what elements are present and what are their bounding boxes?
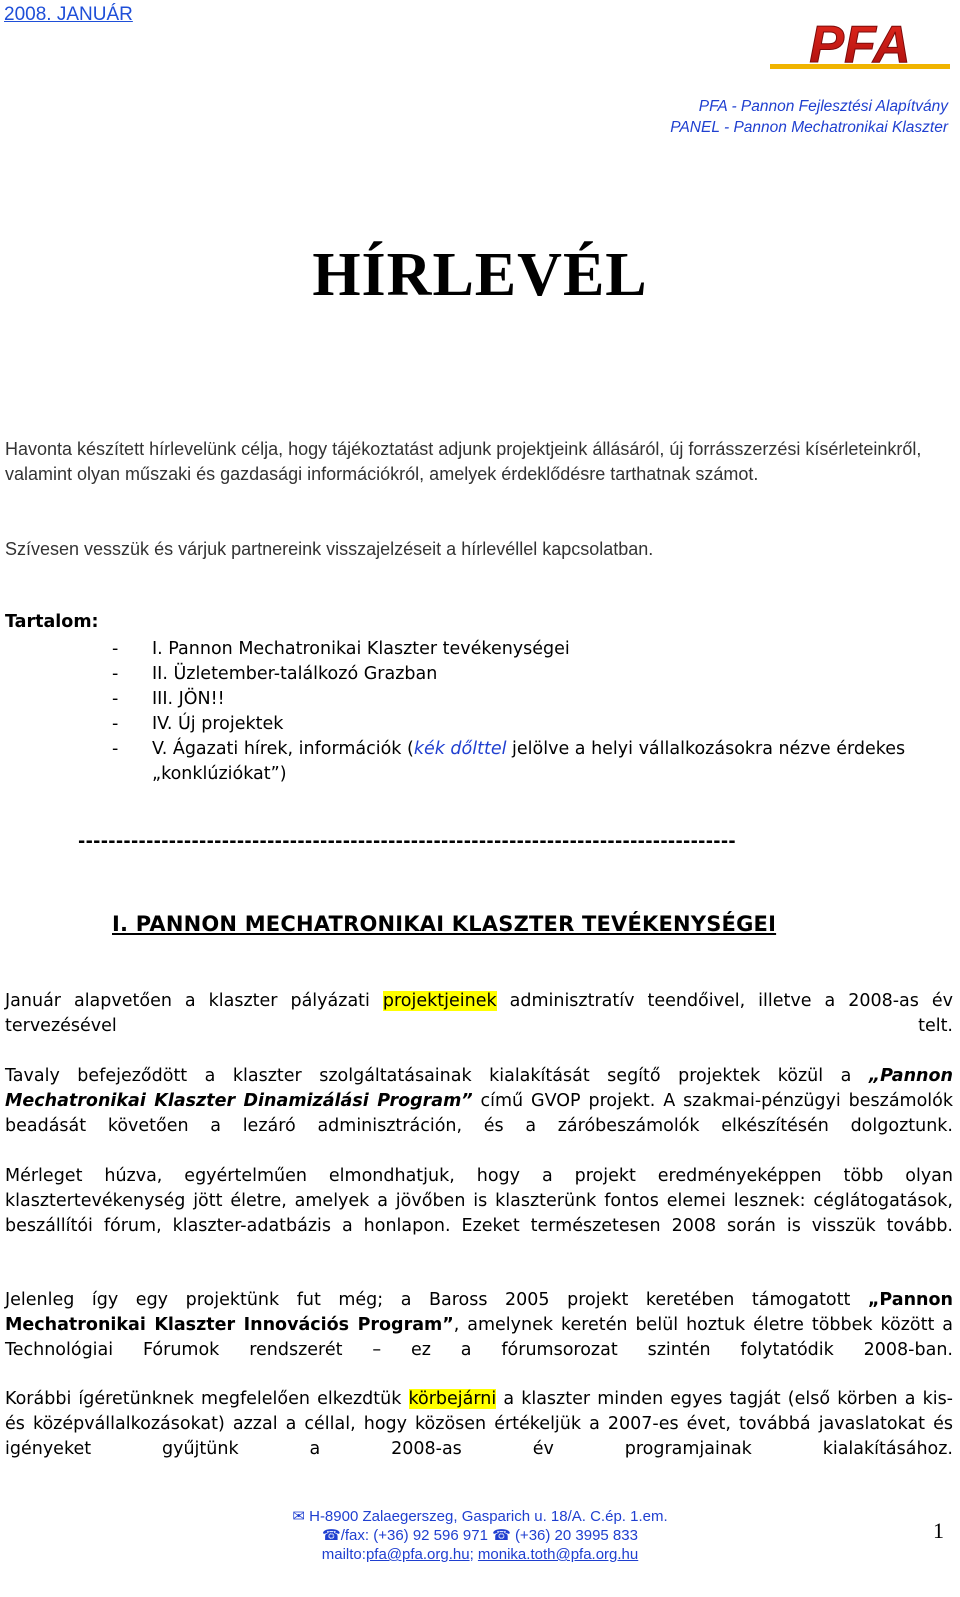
program-name: „Pannon Mechatronikai Klaszter Dinamizálási Program” (5, 1066, 953, 1111)
toc-list (112, 637, 952, 787)
email-link-monika[interactable]: monika.toth@pfa.org.hu (477, 1546, 639, 1563)
section-paragraph: Január alapvetően a klaszter pályázati projektjeinek adminisztratív teendőivel, illetve a 2008-as év tervezésével telt. (5, 991, 954, 1036)
logo-text: PFA (809, 16, 911, 74)
program-name: „Pannon Mechatronikai Klaszter Innovációs Program” (5, 1290, 953, 1335)
section-paragraph: Korábbi ígéretünknek megfelelően elkezdtük körbejárni a klaszter minden egyes tagját (első körben a kis- és középvállalkozásokat) azzal a céllal, hogy közösen értékeljük a 2007-es évet, továbbá javaslatokat és igényeket gyűjtünk a 2008-as év programjainak kialakításához. (5, 1389, 953, 1459)
org-line-pfa: PFA - Pannon Fejlesztési Alapítvány (698, 98, 948, 115)
toc-heading: Tartalom: (5, 612, 99, 632)
section-paragraph: Tavaly befejeződött a klaszter szolgáltatásainak kialakítását segítő projektek közül a „Pannon Mechatronikai Klaszter Dinamizálási Program” című GVOP projekt. A szakmai-pénzügyi beszámolók beadását követően a lezáró adminisztráción, és a záróbeszámolók elkészítésén dolgoztunk. (5, 1066, 953, 1136)
phone-icon: ☎ (322, 1527, 341, 1544)
toc-item: - V. Ágazati hírek, információk (kék dőlttel jelölve a helyi vállalkozásokra nézve érdekes „konklúziókat”) (112, 739, 906, 784)
section-title: I. PANNON MECHATRONIKAI KLASZTER TEVÉKENYSÉGEI (112, 912, 777, 936)
section-divider: --------------------------------------------------------------------------------------- (78, 832, 736, 852)
toc-item: - II. Üzletember-találkozó Grazban (112, 664, 438, 684)
page-title: HÍRLEVÉL (312, 241, 648, 309)
highlighted-text: körbejárni (408, 1389, 497, 1409)
intro-text: Havonta készített hírlevelünk célja, hogy tájékoztatást adjunk projektjeink állásáról, új forrásszerzési kísérleteinkről, valamint olyan műszaki és gazdasági információkról, amelyek érdeklődésre tarthatnak számot. (5, 439, 922, 484)
email-link-pfa[interactable]: pfa@pfa.org.hu (365, 1546, 470, 1563)
highlighted-text: projektjeinek (382, 991, 497, 1011)
footer-phone-line: ☎/fax: (+36) 92 596 971 ☎ (+36) 20 3995 833 (322, 1527, 638, 1544)
toc-item: - IV. Új projektek (112, 714, 284, 734)
footer (0, 1507, 960, 1564)
feedback-paragraph (5, 537, 953, 562)
organization-block (670, 96, 948, 138)
envelope-icon: ✉ (292, 1508, 305, 1525)
page-number: 1 (933, 1518, 944, 1543)
phone-icon: ☎ (492, 1527, 511, 1544)
date-link[interactable]: 2008. JANUÁR (4, 4, 133, 25)
feedback-text: Szívesen vesszük és várjuk partnereink visszajelzéseit a hírlevéllel kapcsolatban. (5, 539, 654, 559)
section-paragraph: Mérleget húzva, egyértelműen elmondhatjuk, hogy a projekt eredményeképpen több olyan klasztertevékenység jött életre, amelyek a jövőben is klaszterünk fontos elemei lesznek: céglátogatások, beszállítói fórum, klaszter-adatbázis a honlapon. Ezeket természetesen 2008 során is visszük tovább. (5, 1166, 953, 1236)
footer-email-line: mailto:pfa@pfa.org.hu; monika.toth@pfa.org.hu (321, 1546, 639, 1563)
toc-item: - III. JÖN!! (112, 689, 225, 709)
intro-paragraph (5, 437, 953, 487)
section-paragraph: Jelenleg így egy projektünk fut még; a Baross 2005 projekt keretében támogatott „Pannon Mechatronikai Klaszter Innovációs Program”, amelynek keretén belül hoztuk életre többek között a Technológiai Fórumok rendszerét – ez a fórumsorozat szintén folytatódik 2008-ban. (5, 1290, 953, 1360)
blue-italic-note: kék dőlttel (413, 739, 507, 759)
toc-item: - I. Pannon Mechatronikai Klaszter tevékenységei (112, 639, 570, 659)
org-line-panel: PANEL - Pannon Mechatronikai Klaszter (670, 119, 948, 136)
pfa-logo (768, 16, 953, 76)
footer-address-line: ✉ H-8900 Zalaegerszeg, Gasparich u. 18/A. C.ép. 1.em. (292, 1508, 668, 1525)
